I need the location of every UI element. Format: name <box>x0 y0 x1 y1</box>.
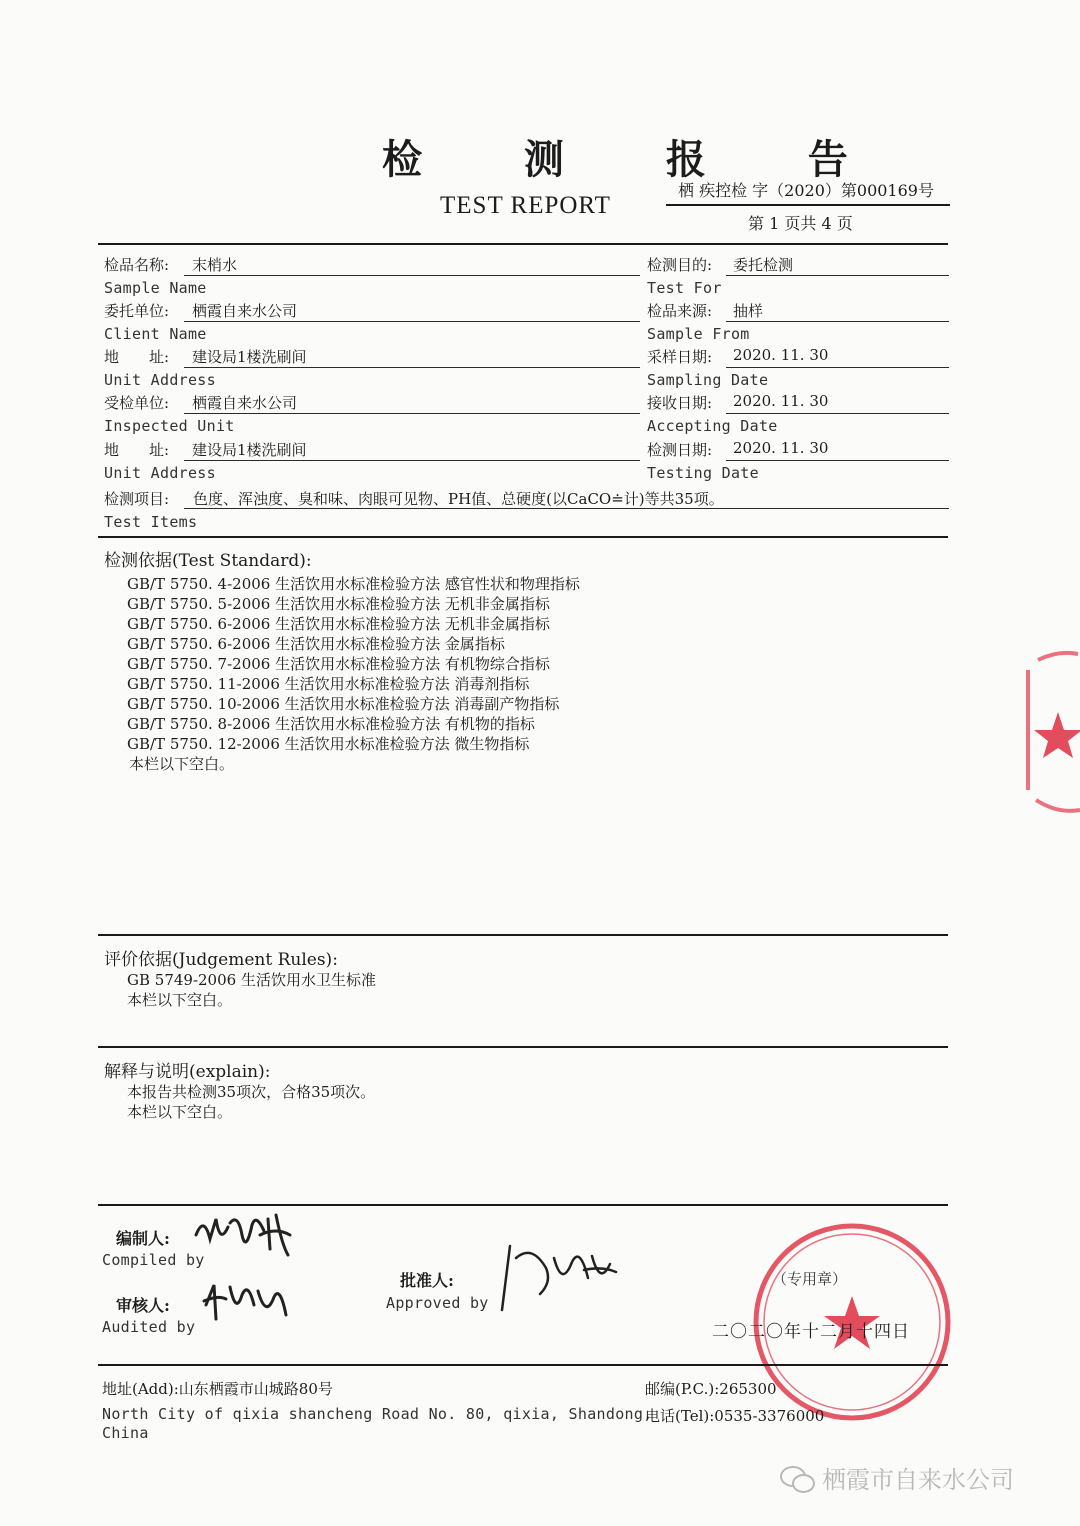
right-field-label-en: Testing Date <box>647 464 759 482</box>
standard-line: GB/T 5750. 5-2006 生活饮用水标准检验方法 无机非金属指标 <box>127 595 550 613</box>
footer-address-en-2: China <box>102 1424 149 1442</box>
explain-line: 本栏以下空白。 <box>127 1103 233 1121</box>
page-seal-fragment <box>1018 640 1080 850</box>
field-value: 栖霞自来水公司 <box>192 302 298 320</box>
field-label-en: Unit Address <box>104 371 216 389</box>
right-field-label-en: Test For <box>647 279 722 297</box>
right-field-label-en: Sample From <box>647 325 750 343</box>
right-field-value: 委托检测 <box>733 256 794 274</box>
judgement-line: GB 5749-2006 生活饮用水卫生标准 <box>127 971 376 989</box>
compiled-label: 编制人: <box>116 1229 170 1248</box>
right-field-value: 2020. 11. 30 <box>733 346 829 364</box>
issue-date: 二〇二〇年十二月十四日 <box>712 1322 910 1342</box>
field-label-en: Unit Address <box>104 464 216 482</box>
test-items-value: 色度、浑浊度、臭和味、肉眼可见物、PH值、总硬度(以CaCO≐计)等共35项。 <box>193 490 724 508</box>
approved-label: 批准人: <box>400 1271 454 1290</box>
field-label-en: Sample Name <box>104 279 207 297</box>
report-number: 栖 疾控检 字（2020）第000169号 <box>678 181 934 200</box>
watermark-text: 栖霞市自来水公司 <box>822 1466 1014 1494</box>
test-items-label-en: Test Items <box>104 513 198 531</box>
audited-label-en: Audited by <box>102 1318 196 1336</box>
footer-address-en: North City of qixia shancheng Road No. 80, qixia, Shandong, <box>102 1405 653 1423</box>
footer-phone: 电话(Tel):0535-3376000 <box>645 1407 825 1425</box>
explain-line: 本报告共检测35项次，合格35项次。 <box>127 1083 376 1101</box>
standard-line: GB/T 5750. 11-2006 生活饮用水标准检验方法 消毒剂指标 <box>127 675 530 693</box>
standard-line: GB/T 5750. 7-2006 生活饮用水标准检验方法 有机物综合指标 <box>127 655 550 673</box>
standard-line: GB/T 5750. 12-2006 生活饮用水标准检验方法 微生物指标 <box>127 735 530 753</box>
explain-heading: 解释与说明(explain): <box>104 1062 271 1082</box>
compiled-label-en: Compiled by <box>102 1251 205 1269</box>
right-field-value: 2020. 11. 30 <box>733 439 829 457</box>
compiled-signature <box>190 1205 300 1265</box>
standard-line: 本栏以下空白。 <box>129 755 235 773</box>
field-label-en: Inspected Unit <box>104 417 235 435</box>
field-value: 建设局1楼洗刷间 <box>192 441 307 459</box>
standard-line: GB/T 5750. 4-2006 生活饮用水标准检验方法 感官性状和物理指标 <box>127 575 580 593</box>
wechat-watermark <box>780 1460 1014 1495</box>
right-field-label-en: Accepting Date <box>647 417 778 435</box>
page-title: 检 测 报 告 <box>382 136 892 183</box>
standard-line: GB/T 5750. 10-2006 生活饮用水标准检验方法 消毒副产物指标 <box>127 695 560 713</box>
right-field-value: 2020. 11. 30 <box>733 392 829 410</box>
right-field-label: 接收日期: <box>647 394 713 412</box>
approved-label-en: Approved by <box>386 1294 489 1312</box>
field-label: 地 址: <box>104 441 170 459</box>
audited-signature <box>200 1275 290 1330</box>
field-label: 受检单位: <box>104 394 170 412</box>
right-field-value: 抽样 <box>733 302 764 320</box>
field-label-en: Client Name <box>104 325 207 343</box>
standard-heading: 检测依据(Test Standard): <box>104 551 312 571</box>
audited-label: 审核人: <box>116 1296 170 1315</box>
wechat-icon <box>780 1464 814 1492</box>
field-label: 检品名称: <box>104 256 170 274</box>
field-value: 建设局1楼洗刷间 <box>192 348 307 366</box>
approved-signature <box>492 1238 622 1318</box>
field-label: 地 址: <box>104 348 170 366</box>
field-value: 末梢水 <box>192 256 238 274</box>
judgement-line: 本栏以下空白。 <box>127 991 233 1009</box>
page-title-en: TEST REPORT <box>440 192 611 219</box>
field-label: 委托单位: <box>104 302 170 320</box>
field-value: 栖霞自来水公司 <box>192 394 298 412</box>
right-field-label: 检品来源: <box>647 302 713 320</box>
seal-label: （专用章） <box>772 1270 848 1288</box>
standard-line: GB/T 5750. 6-2006 生活饮用水标准检验方法 无机非金属指标 <box>127 615 550 633</box>
right-field-label: 检测日期: <box>647 441 713 459</box>
right-field-label-en: Sampling Date <box>647 371 769 389</box>
right-field-label: 检测目的: <box>647 256 713 274</box>
right-field-label: 采样日期: <box>647 348 713 366</box>
judgement-heading: 评价依据(Judgement Rules): <box>104 950 338 970</box>
standard-line: GB/T 5750. 6-2006 生活饮用水标准检验方法 金属指标 <box>127 635 505 653</box>
test-items-label: 检测项目: <box>104 490 170 508</box>
standard-line: GB/T 5750. 8-2006 生活饮用水标准检验方法 有机物的指标 <box>127 715 535 733</box>
footer-postcode: 邮编(P.C.):265300 <box>645 1380 777 1398</box>
page-info: 第 1 页共 4 页 <box>748 214 853 233</box>
footer-address: 地址(Add):山东栖霞市山城路80号 <box>102 1380 333 1398</box>
